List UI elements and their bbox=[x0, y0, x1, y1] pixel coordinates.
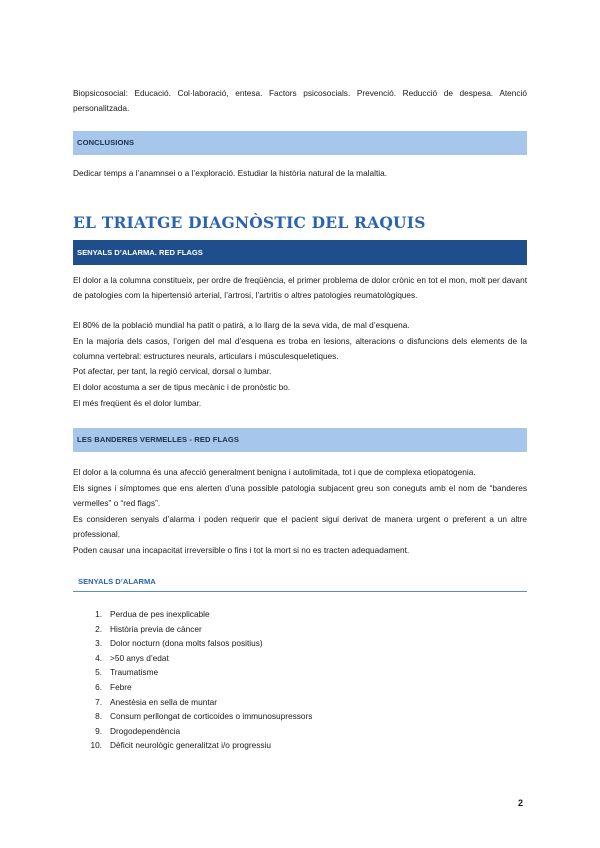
list-item-text: Perdua de pes inexplicable bbox=[110, 609, 210, 619]
paragraph: Es consideren senyals d’alarma i poden requerir que el pacient sigui derivat de manera urgent o preferent a un altre professional. bbox=[73, 514, 527, 539]
alarm-signs-list bbox=[82, 607, 502, 753]
paragraph: El 80% de la població mundial ha patit o patirà, a lo llarg de la seva vida, de mal d’esquena. bbox=[73, 320, 410, 330]
list-item-number: 1. bbox=[95, 609, 102, 619]
list-item-number: 5. bbox=[95, 667, 102, 678]
list-item-text: >50 anys d’edat bbox=[110, 652, 169, 663]
list-item-number: 9. bbox=[95, 725, 102, 736]
list-item bbox=[82, 665, 502, 680]
list-item-text: Febre bbox=[110, 681, 132, 692]
list-item-text: Dolor nocturn (dona molts falsos positius) bbox=[110, 638, 263, 649]
heading-underline bbox=[73, 591, 527, 592]
banderes-heading: LES BANDERES VERMELLES - RED FLAGS bbox=[73, 428, 527, 452]
conclusions-heading: CONCLUSIONS bbox=[73, 131, 527, 155]
list-item bbox=[82, 695, 502, 710]
alarm-list-heading: SENYALS D’ALARMA bbox=[78, 577, 156, 586]
list-item bbox=[82, 607, 502, 622]
list-item-number: 2. bbox=[95, 623, 102, 634]
list-item-number: 4. bbox=[95, 652, 102, 663]
paragraph: El dolor a la columna constitueix, per ordre de freqüència, el primer problema de dolor crònic en tot el mon, molt per davant de patologies com la hipertensió arterial, l’artrosi, l’artritis o altres patologies reumatològiques. bbox=[73, 275, 527, 300]
paragraph: Pot afectar, per tant, la regió cervical, dorsal o lumbar. bbox=[73, 366, 272, 376]
paragraph: Els signes i símptomes que ens alerten d’una possible patologia subjacent greu son coneguts amb el nom de “banderes vermelles” o “red flags”. bbox=[73, 483, 527, 508]
paragraph: Poden causar una incapacitat irreversible o fins i tot la mort si no es tracten adequadament. bbox=[73, 545, 410, 555]
page-number: 2 bbox=[518, 798, 524, 808]
list-item bbox=[82, 709, 502, 724]
list-item-text: Dèficit neurològic generalitzat i/o progressiu bbox=[110, 740, 271, 751]
list-item bbox=[82, 680, 502, 695]
red-flags-heading: SENYALS D’ALARMA. RED FLAGS bbox=[73, 240, 527, 265]
list-item-text: Anestèsia en sella de muntar bbox=[110, 696, 218, 707]
list-item bbox=[82, 636, 502, 651]
list-item bbox=[82, 738, 502, 753]
paragraph: El dolor acostuma a ser de tipus mecànic i de pronòstic bo. bbox=[73, 382, 291, 392]
intro-paragraph: Biopsicosocial: Educació. Col·laboració, entesa. Factors psicosocials. Prevenció. Reducció de despesa. Atenció personalitzada. bbox=[73, 88, 527, 113]
list-item-number: 7. bbox=[95, 696, 102, 707]
list-item-number: 6. bbox=[95, 681, 102, 692]
paragraph: El dolor a la columna és una afecció generalment benigna i autolimitada, tot i que de complexa etiopatogenia. bbox=[73, 467, 476, 477]
list-item-text: Història previa de càncer bbox=[110, 623, 202, 634]
section-title: EL TRIATGE DIAGNÒSTIC DEL RAQUIS bbox=[73, 213, 426, 232]
list-item-number: 8. bbox=[95, 711, 102, 722]
list-item bbox=[82, 724, 502, 739]
list-item-number: 3. bbox=[95, 638, 102, 649]
paragraph: En la majoria dels casos, l’origen del mal d’esquena es troba en lesions, alteracions o disfuncions dels elements de la columna vertebral: estructures neurals, articulars i músculesqueletiques. bbox=[73, 336, 527, 361]
conclusions-paragraph: Dedicar temps a l’anamnsei o a l’exploració. Estudiar la història natural de la malaltia. bbox=[73, 168, 388, 178]
list-item-number: 10. bbox=[90, 740, 102, 751]
list-item-text: Consum perllongat de corticoides o immunosupressors bbox=[110, 711, 313, 722]
list-item-text: Drogodependència bbox=[110, 725, 181, 736]
list-item bbox=[82, 622, 502, 637]
list-item bbox=[82, 651, 502, 666]
paragraph: El més freqüent és el dolor lumbar. bbox=[73, 398, 202, 408]
list-item-text: Traumatisme bbox=[110, 667, 159, 678]
